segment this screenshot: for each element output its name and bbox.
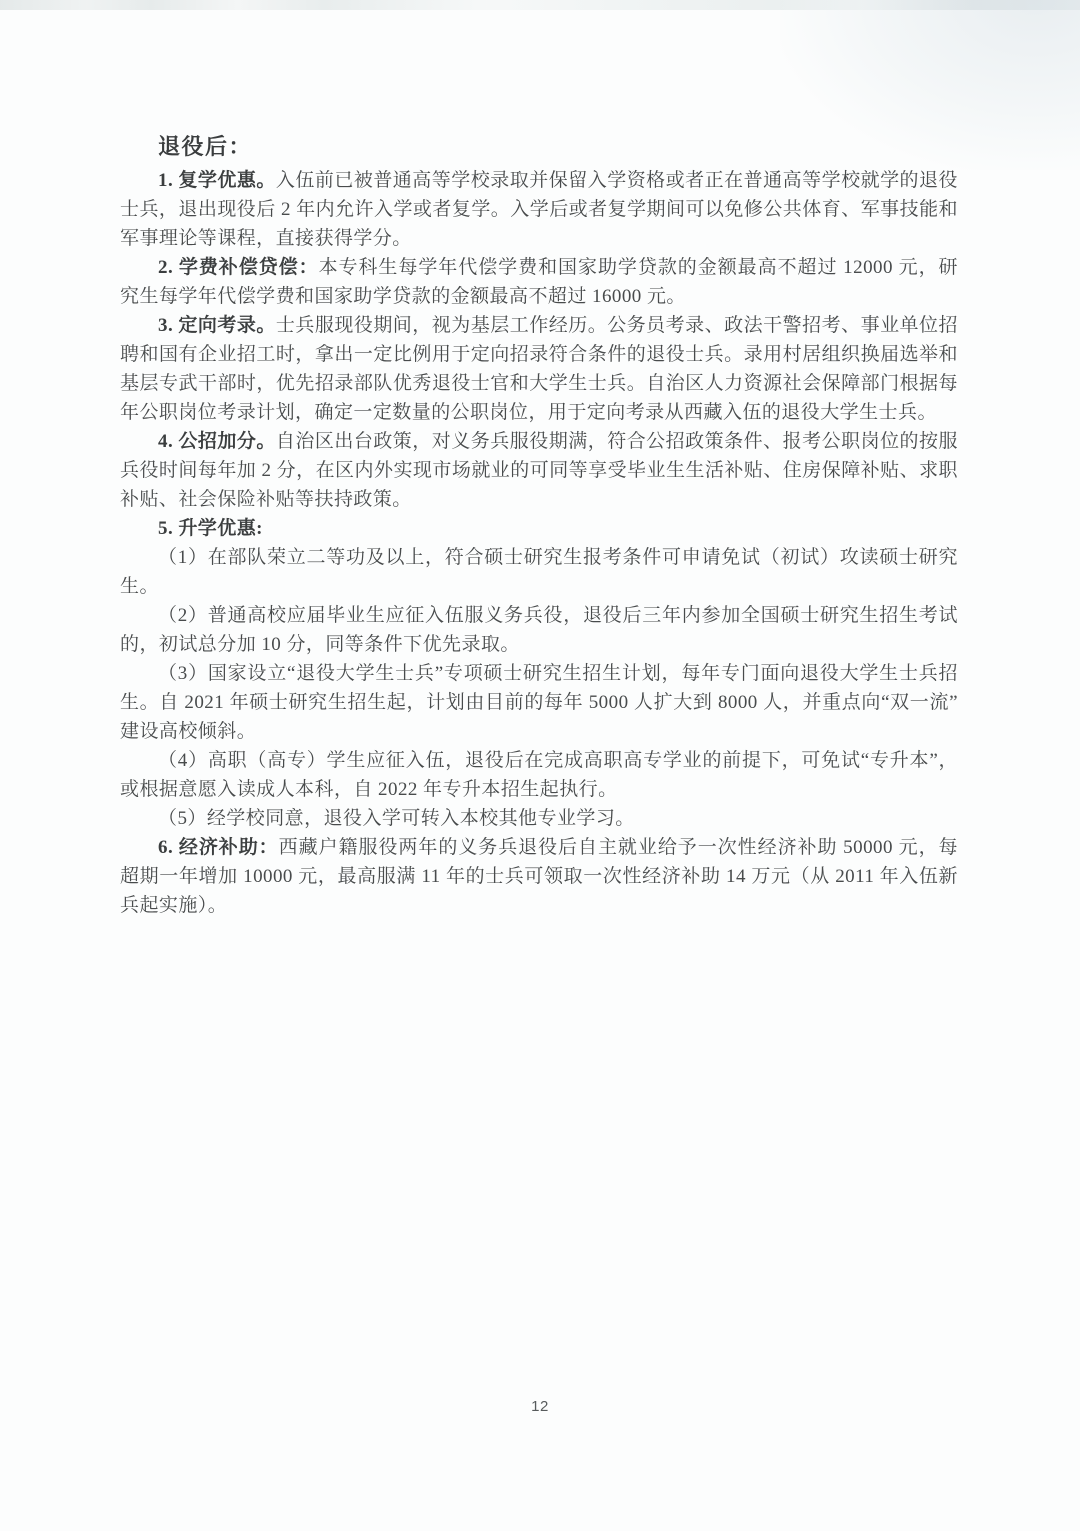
paragraph-text: （3）国家设立“退役大学生士兵”专项硕士研究生招生计划，每年专门面向退役大学生士兵招生。自 2021 年硕士研究生招生起，计划由目前的每年 5000 人扩大到 8000 人，并重点向“双一流”建设高校倾斜。 [120, 663, 958, 742]
paragraph-text: 自治区出台政策，对义务兵服役期满，符合公招政策条件、报考公职岗位的按服兵役时间每年加 2 分，在区内外实现市场就业的可同等享受毕业生生活补贴、住房保障补贴、求职补贴、社会保险补贴等扶持政策。 [120, 431, 958, 510]
paragraph [120, 659, 958, 746]
paragraph-text: 西藏户籍服役两年的义务兵退役后自主就业给予一次性经济补助 50000 元，每超期一年增加 10000 元，最高服满 11 年的士兵可领取一次性经济补助 14 万元（从 2011 年入伍新兵起实施）。 [120, 837, 958, 916]
paragraph-lead: 3. 定向考录。 [158, 315, 276, 336]
paragraph [120, 427, 958, 514]
paragraph [120, 804, 958, 833]
paragraph-text: （1）在部队荣立二等功及以上，符合硕士研究生报考条件可申请免试（初试）攻读硕士研究生。 [120, 547, 958, 597]
paragraph [120, 514, 958, 543]
paragraph [120, 601, 958, 659]
paragraph-text: （2）普通高校应届毕业生应征入伍服义务兵役，退役后三年内参加全国硕士研究生招生考试的，初试总分加 10 分，同等条件下优先录取。 [120, 605, 958, 655]
paragraph-lead: 6. 经济补助： [158, 837, 279, 858]
paragraph-lead: 1. 复学优惠。 [158, 170, 276, 191]
paragraph-lead: 2. 学费补偿贷偿： [158, 257, 319, 278]
paragraph-lead: 4. 公招加分。 [158, 431, 276, 452]
paragraph [120, 543, 958, 601]
paragraph [120, 311, 958, 427]
paragraph-text: 士兵服现役期间，视为基层工作经历。公务员考录、政法干警招考、事业单位招聘和国有企业招工时，拿出一定比例用于定向招录符合条件的退役士兵。录用村居组织换届选举和基层专武干部时，优先招录部队优秀退役士官和大学生士兵。自治区人力资源社会保障部门根据每年公职岗位考录计划，确定一定数量的公职岗位，用于定向考录从西藏入伍的退役大学生士兵。 [120, 315, 958, 423]
paragraph [120, 253, 958, 311]
body-paragraphs [120, 166, 958, 920]
paragraph [120, 746, 958, 804]
paragraph-text: 本专科生每学年代偿学费和国家助学贷款的金额最高不超过 12000 元，研究生每学年代偿学费和国家助学贷款的金额最高不超过 16000 元。 [120, 257, 958, 307]
section-heading: 退役后： [158, 134, 253, 159]
page-number: 12 [531, 1398, 549, 1415]
scan-top-edge-artifact [0, 0, 1080, 10]
paragraph [120, 833, 958, 920]
paragraph-lead: 5. 升学优惠: [158, 518, 263, 539]
paragraph [120, 166, 958, 253]
paragraph-text: （4）高职（高专）学生应征入伍，退役后在完成高职高专学业的前提下，可免试“专升本”，或根据意愿入读成人本科，自 2022 年专升本招生起执行。 [120, 750, 958, 800]
paragraph-text: （5）经学校同意，退役入学可转入本校其他专业学习。 [158, 808, 635, 829]
paragraph-text: 入伍前已被普通高等学校录取并保留入学资格或者正在普通高等学校就学的退役士兵，退出现役后 2 年内允许入学或者复学。入学后或者复学期间可以免修公共体育、军事技能和军事理论等课程，直接获得学分。 [120, 170, 958, 249]
document-content [120, 131, 958, 920]
